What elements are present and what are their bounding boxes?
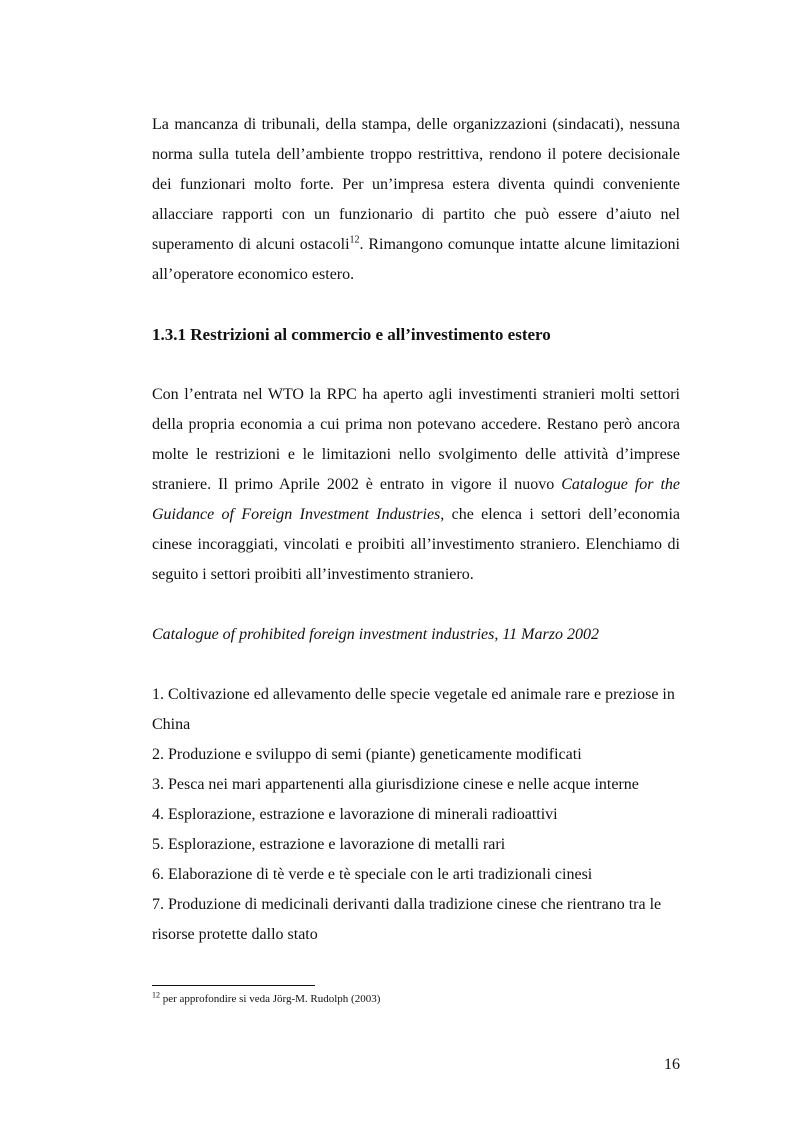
list-item: 6. Elaborazione di tè verde e tè speciale con le arti tradizionali cinesi [152, 866, 593, 883]
intro-paragraph [152, 110, 680, 290]
list-item: 7. Produzione di medicinali derivanti dalla tradizione cinese che rientrano tra le risorse protette dallo stato [152, 896, 662, 943]
page-body [152, 110, 680, 950]
list-item: 5. Esplorazione, estrazione e lavorazione di metalli rari [152, 836, 506, 853]
list-item: 1. Coltivazione ed allevamento delle specie vegetale ed animale rare e preziose in China [152, 686, 675, 733]
section-heading: 1.3.1 Restrizioni al commercio e all’investimento estero [152, 325, 551, 344]
footnote-reference[interactable]: 12 [349, 234, 360, 246]
footnote-divider [152, 985, 315, 986]
catalogue-title: Catalogue for the Guidance of Foreign Investment Industries [152, 476, 680, 523]
prohibited-industries-list [152, 680, 680, 950]
page-number: 16 [664, 1056, 680, 1073]
list-item: 2. Produzione e sviluppo di semi (piante) geneticamente modificati [152, 746, 582, 763]
restrictions-paragraph-text-before: Con l’entrata nel WTO la RPC ha aperto agli investimenti stranieri molti settori della propria economia a cui prima non potevano accedere. Restano però ancora molte le restrizioni e le limitazioni nello svolgimento delle attività d’imprese straniere. Il primo Aprile 2002 è entrato in vigore il nuovo [152, 386, 680, 493]
restrictions-paragraph-text-after: , che elenca i settori dell’economia cinese incoraggiati, vincolati e proibiti all’investimento straniero. Elenchiamo di seguito i settori proibiti all’investimento straniero. [152, 506, 680, 583]
restrictions-paragraph [152, 380, 680, 590]
catalogue-caption: Catalogue of prohibited foreign investment industries, 11 Marzo 2002 [152, 626, 599, 643]
footnote-text: per approfondire si veda Jörg-M. Rudolph (2003) [160, 993, 381, 1005]
footnote-number: 12 [152, 990, 160, 1000]
list-item: 3. Pesca nei mari appartenenti alla giurisdizione cinese e nelle acque interne [152, 776, 639, 793]
intro-paragraph-text-before: La mancanza di tribunali, della stampa, delle organizzazioni (sindacati), nessuna norma sulla tutela dell’ambiente troppo restrittiva, rendono il potere decisionale dei funzionari molto forte. Per un’impresa estera diventa quindi conveniente allacciare rapporti con un funzionario di partito che può essere d’aiuto nel superamento di alcuni ostacoli [152, 116, 680, 253]
list-item: 4. Esplorazione, estrazione e lavorazione di minerali radioattivi [152, 806, 558, 823]
footnote [152, 991, 680, 1007]
intro-paragraph-text-after: . Rimangono comunque intatte alcune limitazioni all’operatore economico estero. [152, 236, 680, 283]
